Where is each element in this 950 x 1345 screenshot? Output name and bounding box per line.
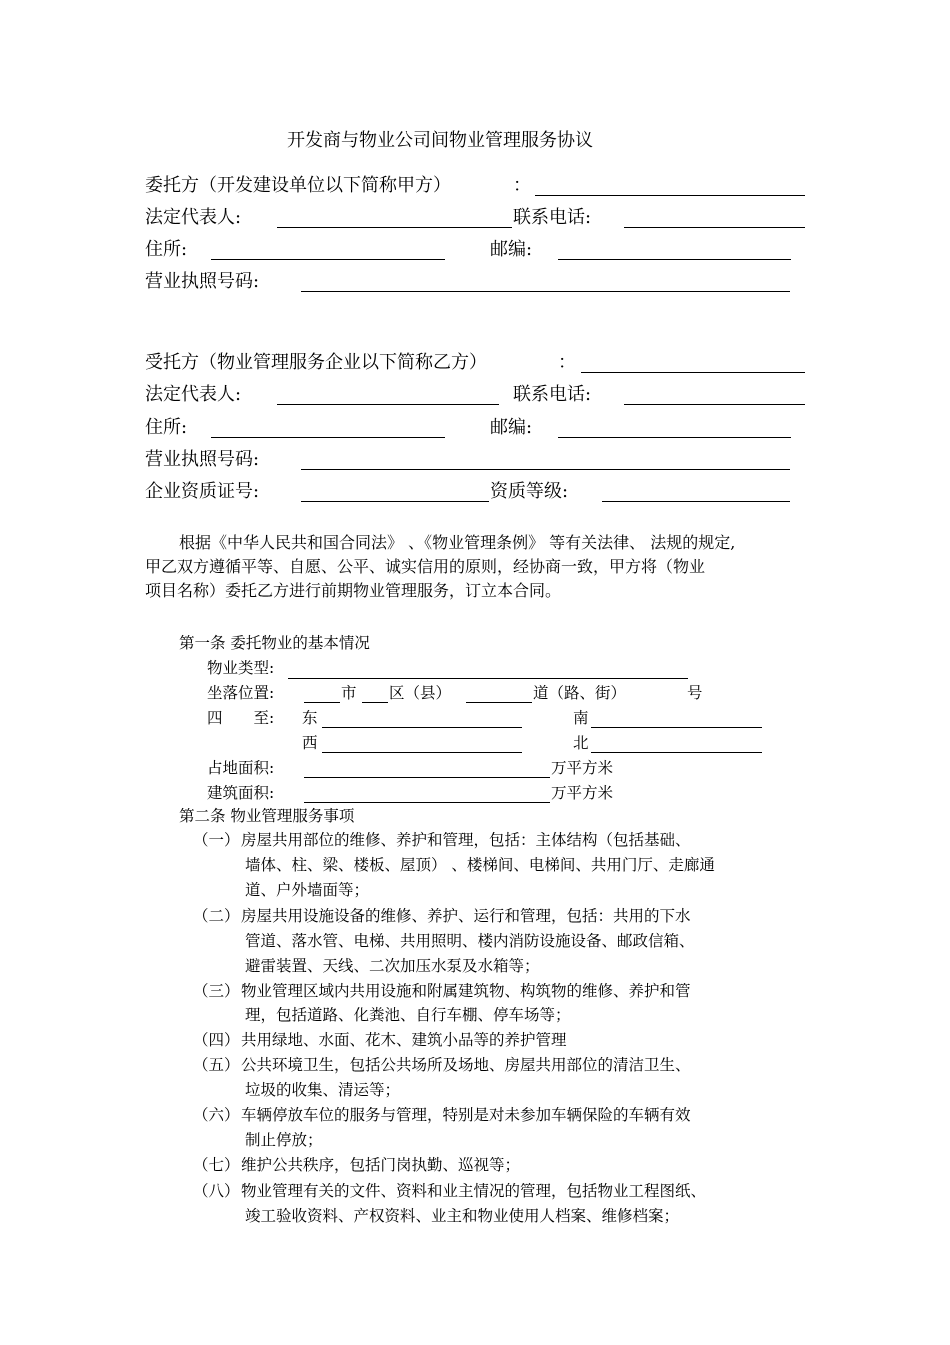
preamble-line: 项目名称）委托乙方进行前期物业管理服务，订立本合同。	[145, 581, 562, 600]
item-number: （六）	[193, 1106, 240, 1124]
item-line: 物业管理有关的文件、资料和业主情况的管理，包括物业工程图纸、	[241, 1182, 707, 1200]
party-b-license-field[interactable]	[301, 469, 790, 470]
party-b-legal-rep-label: 法定代表人:	[145, 384, 242, 405]
building-area-field[interactable]	[304, 802, 550, 803]
party-a-address-label: 住所:	[145, 239, 188, 260]
preamble-line: 甲乙双方遵循平等、自愿、公平、诚实信用的原则，经协商一致，甲方将（物业	[145, 557, 706, 576]
party-b-qualification-level-label: 资质等级:	[490, 481, 569, 502]
item-line: 车辆停放车位的服务与管理，特别是对未参加车辆保险的车辆有效	[241, 1106, 691, 1124]
party-b-label: 受托方（物业管理服务企业以下简称乙方）	[145, 352, 487, 373]
location-number-text: 号	[687, 684, 703, 702]
party-a-phone-label: 联系电话:	[513, 207, 592, 228]
party-a-license-label: 营业执照号码:	[145, 271, 260, 292]
item-number: （三）	[193, 982, 240, 1000]
property-type-field[interactable]	[288, 678, 688, 679]
party-b-address-field[interactable]	[211, 437, 445, 438]
location-city-text: 市	[341, 684, 357, 702]
party-b-colon: ：	[558, 352, 576, 373]
boundary-south-label: 南	[573, 709, 589, 727]
boundary-north-label: 北	[573, 734, 589, 752]
item-number: （八）	[193, 1182, 240, 1200]
building-area-label: 建筑面积:	[207, 784, 275, 802]
party-b-phone-label: 联系电话:	[513, 384, 592, 405]
boundary-east-field[interactable]	[322, 727, 522, 728]
item-line: 共用绿地、水面、花木、建筑小品等的养护管理	[241, 1031, 567, 1049]
party-a-legal-rep-field[interactable]	[277, 227, 512, 228]
party-b-legal-rep-field[interactable]	[277, 404, 499, 405]
item-line: 理，包括道路、化粪池、自行车棚、停车场等；	[245, 1006, 571, 1024]
party-a-postcode-field[interactable]	[558, 259, 791, 260]
item-line: 房屋共用设施设备的维修、养护、运行和管理，包括：共用的下水	[241, 907, 691, 925]
party-b-address-label: 住所:	[145, 417, 188, 438]
party-a-name-field[interactable]	[535, 195, 805, 196]
location-road-text: 道（路、街）	[533, 684, 627, 702]
party-b-postcode-field[interactable]	[558, 437, 791, 438]
land-area-unit: 万平方米	[551, 759, 614, 777]
item-number: （一）	[193, 831, 240, 849]
item-line: 管道、落水管、电梯、共用照明、楼内消防设施设备、邮政信箱、	[245, 932, 695, 950]
item-line: 公共环境卫生，包括公共场所及场地、房屋共用部位的清洁卫生、	[241, 1056, 691, 1074]
party-a-label: 委托方（开发建设单位以下简称甲方）	[145, 175, 451, 196]
item-line: 避雷装置、天线、二次加压水泵及水箱等；	[245, 957, 540, 975]
party-b-phone-field[interactable]	[624, 404, 805, 405]
boundary-south-field[interactable]	[591, 727, 762, 728]
item-line: 垃圾的收集、清运等；	[245, 1081, 401, 1099]
party-b-name-field[interactable]	[581, 372, 805, 373]
item-line: 制止停放；	[245, 1131, 323, 1149]
item-number: （二）	[193, 907, 240, 925]
item-line: 物业管理区域内共用设施和附属建筑物、构筑物的维修、养护和管	[241, 982, 691, 1000]
item-line: 墙体、柱、梁、楼板、屋顶） 、楼梯间、电梯间、共用门厅、走廊通	[245, 856, 715, 874]
party-b-qualification-cert-field[interactable]	[301, 501, 489, 502]
party-b-postcode-label: 邮编:	[490, 417, 533, 438]
location-district-text: 区（县）	[389, 684, 452, 702]
party-a-colon: ：	[513, 175, 531, 196]
boundary-label: 四 至:	[207, 709, 275, 727]
item-line: 道、户外墙面等；	[245, 881, 370, 899]
party-b-license-label: 营业执照号码:	[145, 449, 260, 470]
party-b-qualification-cert-label: 企业资质证号:	[145, 481, 260, 502]
boundary-west-label: 西	[302, 734, 318, 752]
item-line: 竣工验收资料、产权资料、业主和物业使用人档案、维修档案；	[245, 1207, 680, 1225]
party-b-qualification-level-field[interactable]	[602, 501, 790, 502]
location-label: 坐落位置:	[207, 684, 275, 702]
page-title: 开发商与物业公司间物业管理服务协议	[287, 130, 593, 151]
item-number: （五）	[193, 1056, 240, 1074]
building-area-unit: 万平方米	[551, 784, 614, 802]
item-line: 房屋共用部位的维修、养护和管理，包括：主体结构（包括基础、	[241, 831, 691, 849]
item-number: （四）	[193, 1031, 240, 1049]
boundary-east-label: 东	[302, 709, 318, 727]
party-a-license-field[interactable]	[301, 291, 790, 292]
party-a-legal-rep-label: 法定代表人:	[145, 207, 242, 228]
boundary-north-field[interactable]	[591, 752, 762, 753]
article1-heading: 第一条 委托物业的基本情况	[179, 634, 370, 652]
party-a-postcode-label: 邮编:	[490, 239, 533, 260]
property-type-label: 物业类型:	[207, 659, 275, 677]
location-road-field[interactable]	[466, 702, 532, 703]
party-a-address-field[interactable]	[211, 259, 445, 260]
land-area-label: 占地面积:	[207, 759, 275, 777]
item-number: （七）	[193, 1156, 240, 1174]
boundary-west-field[interactable]	[322, 752, 522, 753]
party-a-phone-field[interactable]	[624, 227, 805, 228]
item-line: 维护公共秩序，包括门岗执勤、巡视等；	[241, 1156, 521, 1174]
location-district-field[interactable]	[362, 702, 388, 703]
location-city-field[interactable]	[304, 702, 340, 703]
preamble-line: 根据《中华人民共和国合同法》 、《物业管理条例》 等有关法律、 法规的规定,	[179, 533, 736, 552]
article2-heading: 第二条 物业管理服务事项	[179, 807, 355, 825]
land-area-field[interactable]	[304, 777, 550, 778]
